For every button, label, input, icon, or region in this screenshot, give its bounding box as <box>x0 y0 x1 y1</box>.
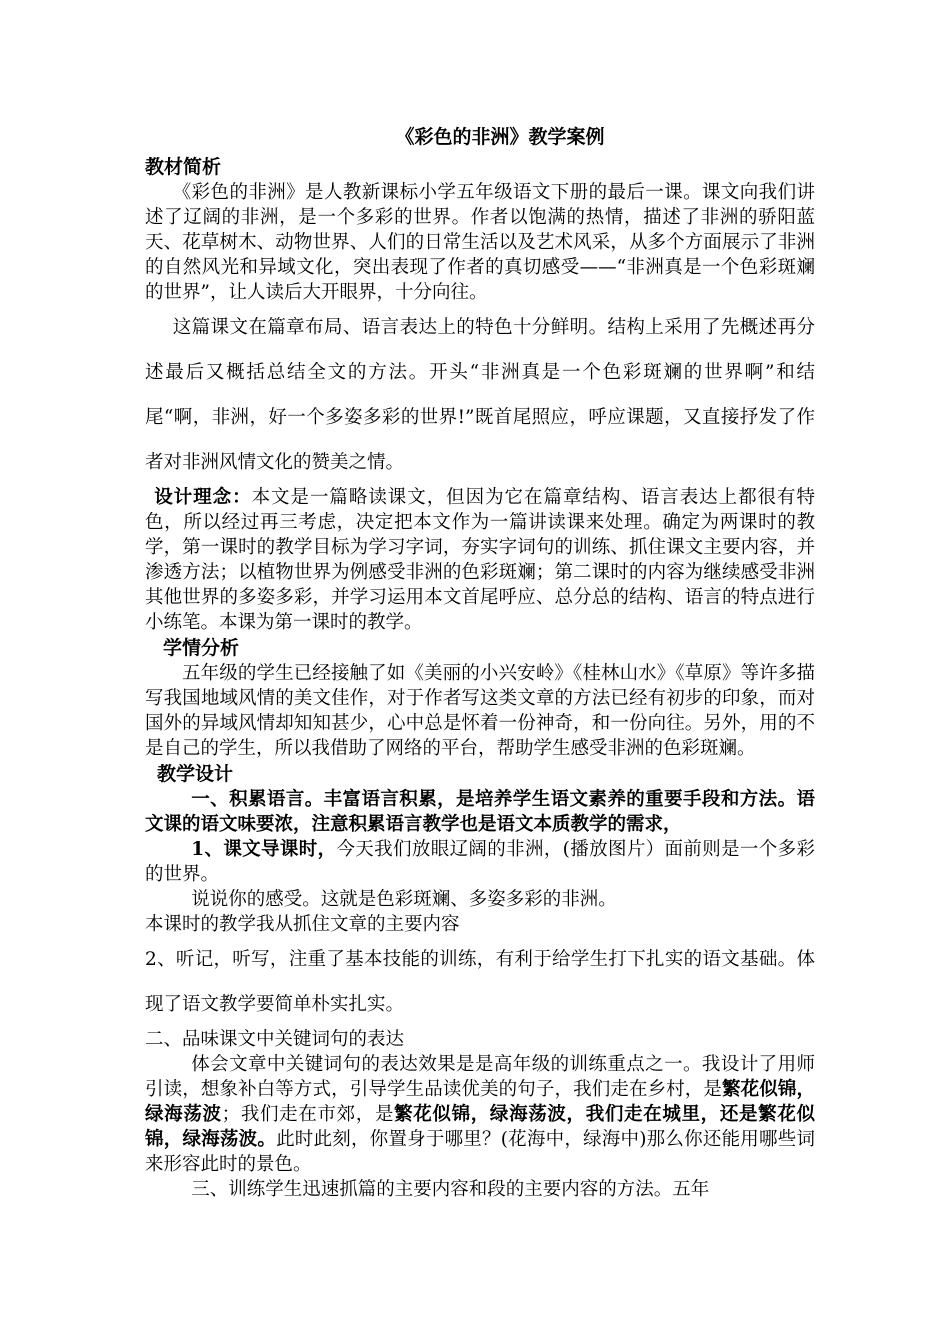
paragraph-item-1 <box>145 837 815 887</box>
document-page <box>145 120 815 1202</box>
document-title: 《彩色的非洲》教学案例 <box>395 126 605 148</box>
section-heading-teaching-design: 教学设计 <box>157 763 234 785</box>
paragraph-item-1-main-content: 本课时的教学我从抓住文章的主要内容 <box>145 914 460 935</box>
paragraph-student-analysis: 五年级的学生已经接触了如《美丽的小兴安岭》《桂林山水》《草原》等许多描写我国地域风情的美文佳作，对于作者写这类文章的方法已经有初步的印象，而对国外的异域风情却知知甚少，心中总是怀着一份神奇，和一份向往。另外，用的不是自己的学生，所以我借助了网络的平台，帮助学生感受非洲的色彩斑斓。 <box>145 663 815 759</box>
part-2-heading: 二、品味课文中关键词句的表达 <box>145 1029 405 1050</box>
paragraph-part-2 <box>145 1052 815 1177</box>
item-1-label: 1、课文导课时， <box>191 839 337 860</box>
paragraph-design-concept <box>145 485 815 635</box>
paragraph-item-2: 2、听记，听写，注重了基本技能的训练，有利于给学生打下扎实的语文基础。体现了语文教学要简单朴实扎实。 <box>145 949 815 1015</box>
design-concept-text: 本文是一篇略读课文，但因为它在篇章结构、语言表达上都很有特色，所以经过再三考虑，决定把本文作为一篇讲读课来处理。确定为两课时的教学，第一课时的教学目标为学习字词，夯实字词句的训练、抓住课文主要内容，并渗透方法；以植物世界为例感受非洲的色彩斑斓；第二课时的内容为继续感受非洲其他世界的多姿多彩，并学习运用本文首尾呼应、总分总的结构、语言的特点进行小练笔。本课为第一课时的教学。 <box>145 487 815 633</box>
item-1-text: 今天我们放眼辽阔的非洲，(播放图片）面前则是一个多彩的世界。 <box>145 839 815 885</box>
part-2-text-a: 体会文章中关键词句的表达效果是是高年级的训练重点之一。我设计了用师引读，想象补白等方式，引导学生品读优美的句子，我们走在乡村，是 <box>145 1054 815 1100</box>
paragraph-textbook-analysis-1: 《彩色的非洲》是人教新课标小学五年级语文下册的最后一课。课文向我们讲述了辽阔的非洲，是一个多彩的世界。作者以饱满的热情，描述了非洲的骄阳蓝天、花草树木、动物世界、人们的日常生活以及艺术风采，从多个方面展示了非洲的自然风光和异域文化，突出表现了作者的真切感受——“非洲真是一个色彩斑斓的世界”，让人读后大开眼界，十分向往。 <box>145 182 815 303</box>
part-2-bold-2: 繁花似锦，绿海荡波，我们走在城里，还是繁花似锦，绿海荡波。 <box>145 1104 815 1150</box>
design-concept-label: 设计理念： <box>154 487 252 508</box>
paragraph-textbook-analysis-2: 这篇课文在篇章布局、语言表达上的特色十分鲜明。结构上采用了先概述再分述最后又概括总结全文的方法。开头“非洲真是一个色彩斑斓的世界啊”和结尾“啊，非洲，好一个多姿多彩的世界!”既首尾照应，呼应课题，又直接抒发了作者对非洲风情文化的赞美之情。 <box>145 317 815 473</box>
paragraph-accumulate-language: 一、积累语言。丰富语言积累，是培养学生语文素养的重要手段和方法。语文课的语文味要浓，注意积累语言教学也是语文本质教学的需求， <box>145 789 815 835</box>
paragraph-item-1-feeling: 说说你的感受。这就是色彩斑斓、多姿多彩的非洲。 <box>191 889 617 910</box>
section-heading-textbook-analysis: 教材简析 <box>145 156 222 178</box>
part-2-bold-1: 繁花似锦，绿海荡波 <box>145 1079 815 1125</box>
part-2-text-d: 此时此刻，你置身于哪里？(花海中，绿海中)那么你还能用哪些词来形容此时的景色。 <box>145 1129 815 1175</box>
section-heading-student-analysis: 学情分析 <box>163 637 240 659</box>
paragraph-part-3: 三、训练学生迅速抓篇的主要内容和段的主要内容的方法。五年 <box>191 1179 710 1200</box>
part-2-text-c: ；我们走在市郊，是 <box>221 1104 395 1125</box>
